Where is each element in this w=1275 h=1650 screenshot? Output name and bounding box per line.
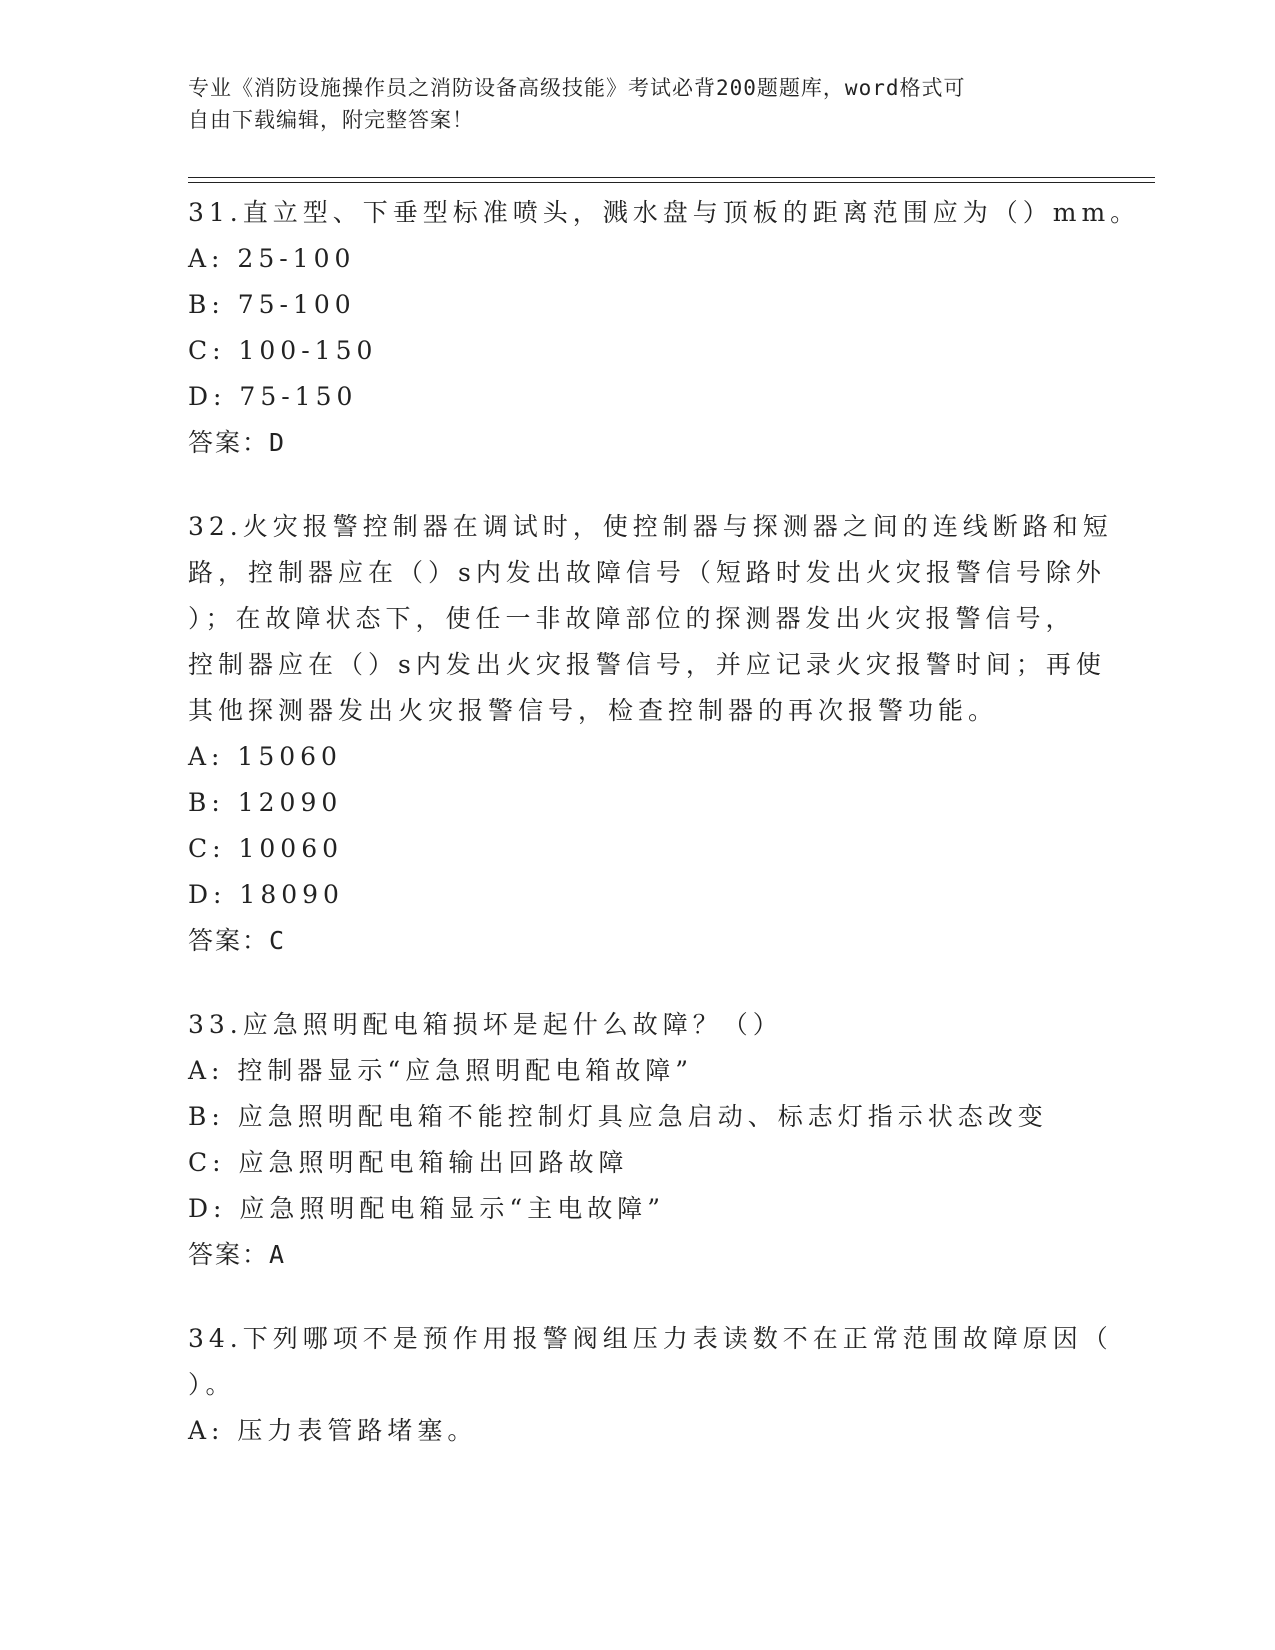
stem-line: 路，控制器应在（）s内发出故障信号（短路时发出火灾报警信号除外 xyxy=(188,558,1106,587)
question-stem xyxy=(188,1002,1088,1048)
question-33 xyxy=(188,1002,1088,1278)
stem-line: ）。 xyxy=(188,1370,236,1399)
stem-line: 31.直立型、下垂型标准喷头，溅水盘与顶板的距离范围应为（）mm。 xyxy=(188,198,1141,227)
header-divider-bottom xyxy=(188,182,1155,183)
question-34 xyxy=(188,1316,1113,1454)
stem-line: ）；在故障状态下，使任一非故障部位的探测器发出火灾报警信号， xyxy=(188,604,1076,633)
option-a: A: 15060 xyxy=(188,742,342,771)
option-b: B: 75-100 xyxy=(188,290,356,319)
question-stem xyxy=(188,1316,1113,1408)
option-b: B: 12090 xyxy=(188,788,343,817)
question-stem xyxy=(188,190,1141,236)
option-c: C: 10060 xyxy=(188,834,344,863)
document-header xyxy=(188,72,1088,136)
answer-label: 答案：A xyxy=(188,1240,287,1269)
question-32 xyxy=(188,504,1113,964)
answer-label: 答案：D xyxy=(188,428,287,457)
option-a: A: 控制器显示“应急照明配电箱故障” xyxy=(188,1056,693,1085)
option-a: A: 25-100 xyxy=(188,244,356,273)
stem-line: 33.应急照明配电箱损坏是起什么故障？（） xyxy=(188,1010,783,1039)
question-stem xyxy=(188,504,1113,734)
stem-line: 其他探测器发出火灾报警信号，检查控制器的再次报警功能。 xyxy=(188,696,999,725)
question-list xyxy=(188,190,1141,1492)
header-divider-top xyxy=(188,177,1155,178)
question-31 xyxy=(188,190,1141,466)
option-c: C: 应急照明配电箱输出回路故障 xyxy=(188,1148,629,1177)
header-line-1: 专业《消防设施操作员之消防设备高级技能》考试必背200题题库，word格式可 xyxy=(188,76,966,100)
answer-label: 答案：C xyxy=(188,926,287,955)
option-c: C: 100-150 xyxy=(188,336,378,365)
stem-line: 34.下列哪项不是预作用报警阀组压力表读数不在正常范围故障原因（ xyxy=(188,1324,1113,1353)
option-d: D: 应急照明配电箱显示“主电故障” xyxy=(188,1194,665,1223)
stem-line: 控制器应在（）s内发出火灾报警信号，并应记录火灾报警时间；再使 xyxy=(188,650,1106,679)
stem-line: 32.火灾报警控制器在调试时，使控制器与探测器之间的连线断路和短 xyxy=(188,512,1113,541)
option-d: D: 18090 xyxy=(188,880,344,909)
option-b: B: 应急照明配电箱不能控制灯具应急启动、标志灯指示状态改变 xyxy=(188,1102,1048,1131)
option-a: A: 压力表管路堵塞。 xyxy=(188,1416,478,1445)
option-d: D: 75-150 xyxy=(188,382,358,411)
header-line-2: 自由下载编辑，附完整答案！ xyxy=(188,108,474,132)
